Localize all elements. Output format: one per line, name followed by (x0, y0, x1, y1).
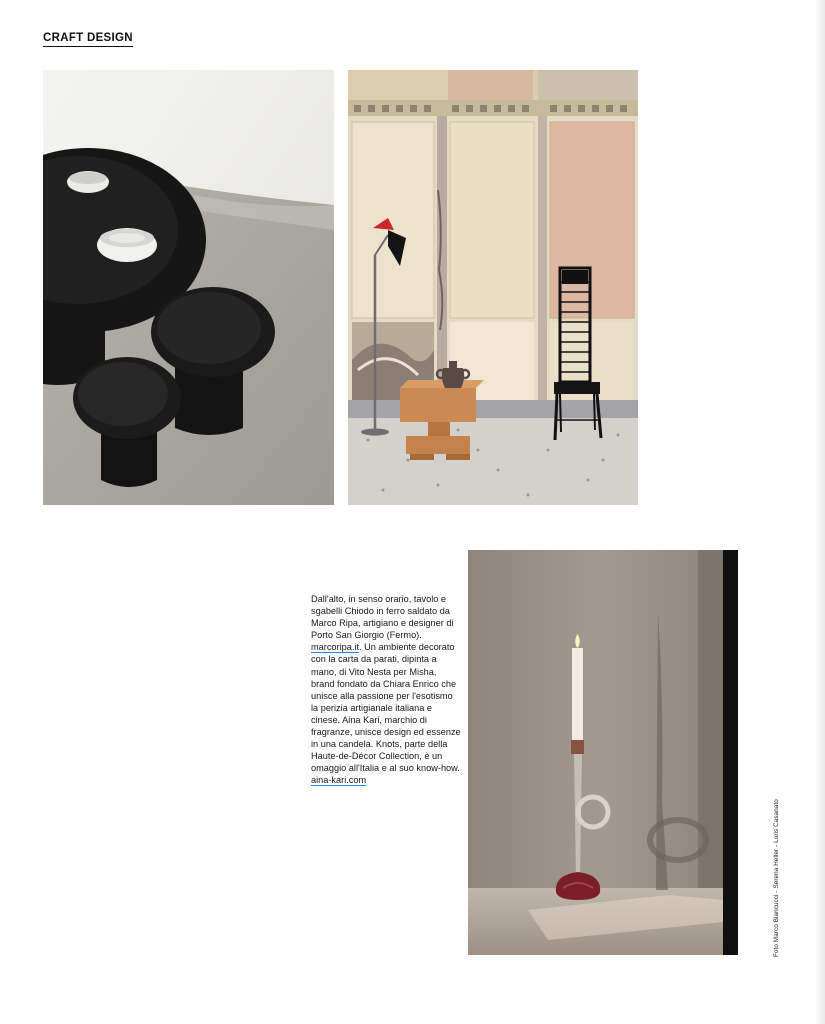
photo-room (348, 70, 638, 505)
photo-candle (468, 550, 738, 955)
photo-credit: Foto Marco Biancucci - Serena Heller - Loris Casanato (773, 799, 780, 957)
page-edge-shadow (815, 0, 825, 1024)
photo-caption (311, 593, 461, 787)
caption-text-part1: Dall'alto, in senso orario, tavolo e sgabelli Chiodo in ferro saldato da Marco Ripa, artigiano e designer di Porto San Giorgio (Fermo). (311, 594, 454, 641)
section-label: CRAFT DESIGN (43, 32, 133, 47)
caption-text-part2: . Un ambiente decorato con la carta da parati, dipinta a mano, di Vito Nesta per Misha, brand fondato da Chiara Enrico che unisce alla passione per l'esotismo la perizia artigianale italiana e cinese. Aina Kari, marchio di fragranze, unisce design ed essenze in una candela. Knots, parte della Haute-de-Décor Collection, è un omaggio all'Italia e al suo know-how. (311, 642, 461, 774)
marcoripa-link[interactable]: marcoripa.it (311, 642, 359, 653)
caption-paragraph (311, 593, 461, 787)
aina-kari-link[interactable]: aina-kari.com (311, 775, 367, 786)
photo-table-stools (43, 70, 334, 505)
